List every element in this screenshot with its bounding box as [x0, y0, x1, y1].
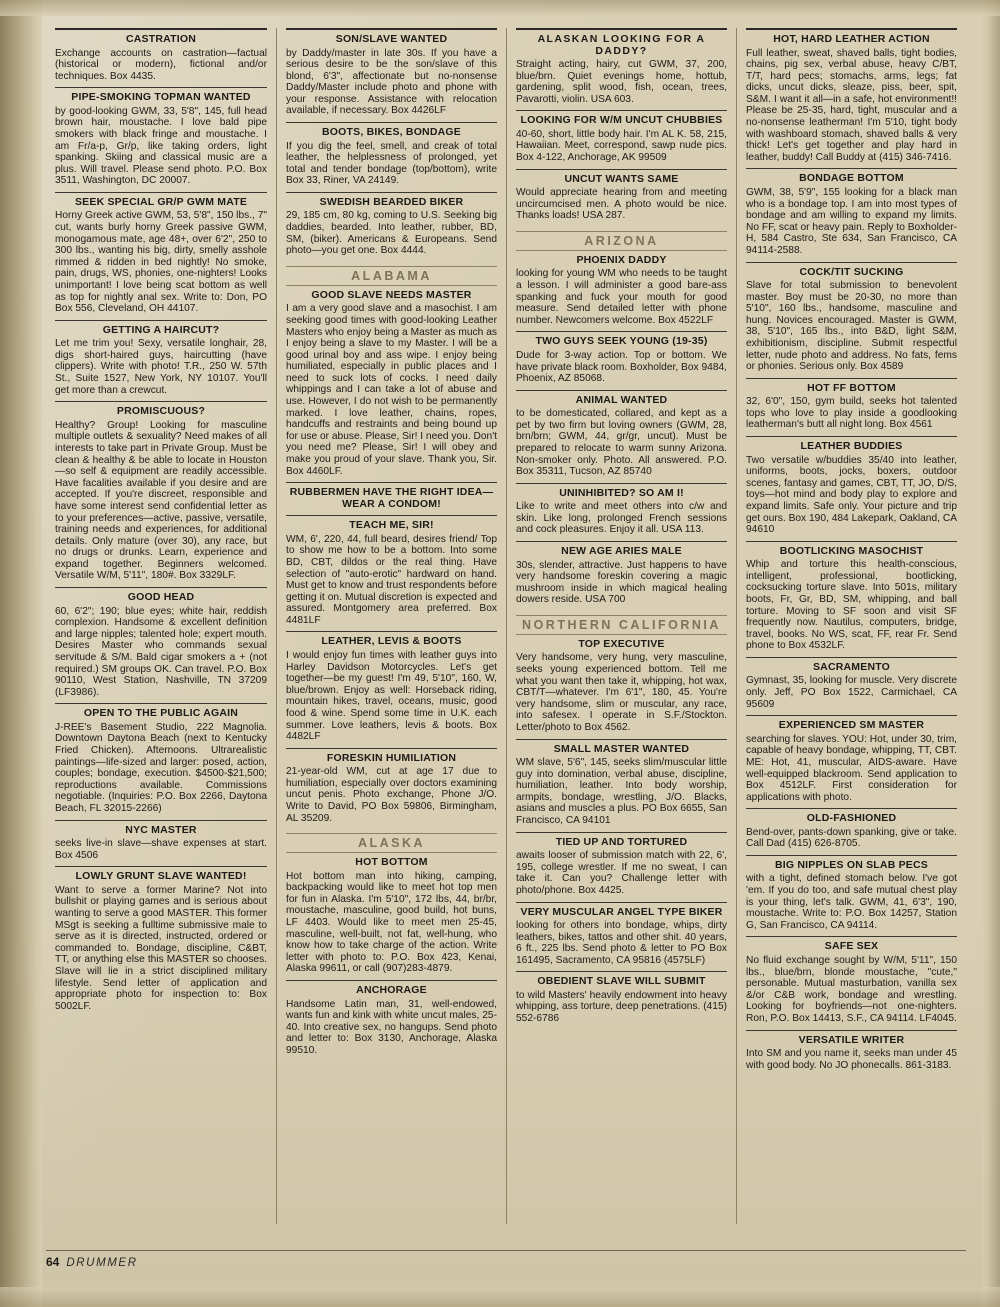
classifieds-column [736, 28, 966, 1224]
ad-divider [746, 541, 957, 542]
ad-divider [746, 262, 957, 263]
classifieds-columns [46, 28, 966, 1224]
ad-divider [55, 703, 267, 704]
column-inner [516, 28, 727, 1025]
ad-body: Bend-over, pants-down spanking, give or take. Call Dad (415) 626-8705. [746, 826, 957, 850]
ad-body: Would appreciate hearing from and meeting uncircumcised men. A photo would be nice. Thanks loads! USA 287. [516, 187, 727, 222]
ad-body: Healthy? Group! Looking for masculine multiple outlets & sexuality? Need makes of all interests to take part in Private Group. Must be clean & healthy & be able to locate in Houston—so self & equipment are readily accessible. Have facalities available if you desire and are accepted. If you're discreet, responsible and have some interest send confidential letter as to your preferences—active, passive, versatile, training needs and experiences, for additional details. Only mature (over 30), any race, but no drugs or drunks. Learn, experience and expand together. Beginners welcomed. Versatile W/M, 5'11", 180#. Box 3329LF. [55, 419, 267, 582]
ad-divider [55, 587, 267, 588]
ad-body: No fluid exchange sought by W/M, 5'11", 150 lbs., blue/brn, blonde moustache, "cute," personable. Mutual masturbation, vanilla sex &/or C&B work, bondage and wrestling. Looking for boyfriends—not one-nighters. Ron, P.O. Box 14413, S.F., CA 94114. LF4045. [746, 954, 957, 1024]
ad-body: searching for slaves. YOU: Hot, under 30, trim, capable of heavy bondage, whipping, TT, CBT. ME: Hot, 41, muscular, AIDS-aware. Have well-equipped blackroom. Send application to Box 4512LF. First consideration for applications with photo. [746, 733, 958, 803]
classified-ad [516, 832, 727, 897]
classifieds-column [506, 28, 736, 1224]
ad-headline: ANIMAL WANTED [575, 393, 668, 406]
ad-divider [55, 401, 267, 402]
ad-body: 60, 6'2"; 190; blue eyes; white hair, reddish complexion. Handsome & excellent definition and large nipples; talented hole; expert mouth. Desires Master who commands sexual servitude & S/M. Bald cigar smokers a + (not required.) SM groups OK. Can travel. P.O. Box 90110, West Station, Nashville, TN 37209 (LF3986). [55, 605, 267, 698]
ad-headline: FORESKIN HUMILIATION [326, 751, 457, 764]
classified-ad [55, 87, 267, 187]
ad-body: 21-year-old WM, cut at age 17 due to humiliation, especially over doctors examining uncut penis. Photo exchange, Phone J/O. Write to David, PO Box 59806, Birmingham, AL 35209. [286, 766, 497, 824]
ad-body: 30s, slender, attractive. Just happens to have very handsome foreskin covering a magic mushroom inside in which magical healing dowers reside. USA 700 [516, 559, 727, 606]
ad-divider [516, 390, 727, 391]
classified-ad [55, 34, 267, 82]
magazine-title: DRUMMER [66, 1257, 138, 1269]
ad-divider [516, 902, 727, 903]
ad-headline: HOT FF BOTTOM [807, 381, 896, 394]
state-heading: ALASKA [286, 833, 497, 853]
ad-headline: PHOENIX DADDY [576, 253, 667, 266]
ad-headline: TEACH ME, SIR! [349, 519, 434, 532]
ad-body: looking for others into bondage, whips, dirty leathers, bikes, tattos and other shit. 40 years, 6 ft., 225 lbs. Send photo & letter to PO Box 161495, Sacramento, CA 95816 (4575LF) [516, 920, 727, 966]
classified-ad [286, 515, 497, 626]
ad-headline: LEATHER, LEVIS & BOOTS [321, 635, 462, 648]
ad-divider [286, 192, 497, 193]
ad-divider [516, 541, 727, 542]
ad-headline: RUBBERMEN HAVE THE RIGHT IDEA—WEAR A CONDOM! [289, 486, 494, 510]
classifieds-content [46, 28, 966, 1243]
classified-ad [746, 936, 957, 1024]
classified-ad [746, 262, 957, 373]
ad-body: Hot bottom man into hiking, camping, backpacking would like to meet hot top men for fun in Alaska. I'm 5'10", 172 lbs, 44, br/br, moustache, masculine, good build, hot buns, LF 4403. Would like to meet men 25-45, masculine, well-built, not fat, well-hung, who know how to take charge of the action. Write letter with photo to: P.O. Box 423, Kenai, Alaska 99611, or call (907)283-4879. [286, 870, 497, 975]
ad-headline: SACRAMENTO [812, 660, 891, 673]
column-top-rule [746, 28, 957, 30]
ad-divider [746, 436, 957, 437]
classified-ad [516, 902, 727, 967]
classified-ad [516, 639, 727, 734]
ad-body: Gymnast, 35, looking for muscle. Very discrete only. Jeff, PO Box 1522, Carmichael, CA 95609 [746, 675, 957, 710]
ad-body: to be domesticated, collared, and kept as a pet by two firm but loving owners (GWM, 28, brn/brn; GWM, 44, gr/gr, uncut). Must be prepared to relocate to warm sunny Arizona. Non-smoker only. Photo. All answered. P.O. Box 35311, Tucson, AZ 85740 [516, 408, 727, 478]
column-top-rule [286, 28, 497, 30]
ad-body: Let me trim you! Sexy, versatile longhair, 28, digs short-haired guys, haircutting (have clippers). Write with photo! T.R., 250 W. 57th St., Suite 1527, New York, NY 10107. You'll get more than a crewcut. [55, 338, 267, 396]
ad-divider [286, 748, 497, 749]
classified-ad [516, 34, 727, 105]
ad-headline: TWO GUYS SEEK YOUNG (19-35) [535, 335, 708, 348]
ad-headline: PROMISCUOUS? [116, 405, 206, 418]
ad-divider [55, 320, 267, 321]
ad-headline: TOP EXECUTIVE [578, 637, 665, 650]
ad-headline: BOOTS, BIKES, BONDAGE [322, 126, 461, 139]
ad-body: GWM, 38, 5'9", 155 looking for a black man who is a bondage top. I am into most types of bondage and am willing to expand my limits. No FF, scat or heavy pain. Reply to Boxholder-H, 584 Castro, Ste 634, San Francisco, CA 94114-2588. [746, 186, 957, 256]
ad-headline: HOT BOTTOM [355, 856, 428, 869]
classified-ad [286, 631, 497, 742]
ad-headline: OBEDIENT SLAVE WILL SUBMIT [537, 975, 706, 988]
ad-headline: GETTING A HAIRCUT? [102, 323, 220, 336]
page-edge-shadow-bottom [0, 1287, 1000, 1307]
ad-body: Two versatile w/buddies 35/40 into leather, uniforms, boots, jocks, boxers, outdoor scenes, fantasy and games, CBT, TT, JO, D/S, toys—hot mind and body play to explore and expand limits. Safe only. Your picture and trip get ours. Box 190, 484 Lakepark, Oakland, CA 94610 [746, 454, 957, 536]
classified-ad [55, 820, 267, 862]
ad-headline: BOOTLICKING MASOCHIST [779, 544, 924, 557]
ad-body: Straight acting, hairy, cut GWM, 37, 200, blue/brn. Quiet evenings home, hottub, gardening, split wood, fish, ocean, trees, Pavarotti, violin. USA 603. [516, 59, 727, 105]
page-edge-shadow-top [0, 0, 1000, 16]
ad-body: 40-60, short, little body hair. I'm AL K. 58, 215, Hawaiian. Meet, correspond, sawp nude pics. Box 4-122, Anchorage, AK 99509 [516, 128, 727, 164]
ad-divider [746, 1030, 957, 1031]
ad-divider [516, 832, 727, 833]
classified-ad [55, 866, 267, 1012]
ad-headline: SMALL MASTER WANTED [553, 742, 690, 755]
classifieds-column [276, 28, 506, 1224]
column-inner [286, 28, 497, 1057]
footer-divider [46, 1250, 966, 1251]
classified-ad [286, 980, 497, 1056]
classified-ad [516, 739, 727, 827]
ad-body: Want to serve a former Marine? Not into bullshit or playing games and is serious about wanting to serve a good MASTER. This former MSgt is seeking a fulltime submissive male to serve as it is directed, instructed, ordered or commanded to. Bondage, discipline, C&BT, TT, or anything else this MASTER so chooses. Slave will lie in a strict disciplined military lifestyle. Send letter of application and appropriate photo for inspection to: Box 5002LF. [55, 884, 267, 1012]
ad-body: Exchange accounts on castration—factual (historical or modern), fictional and/or techniques. Box 4435. [55, 47, 267, 82]
ad-body: Slave for total submission to benevolent master. Boy must be 20-30, no more than 5'10", 160 lbs., handsome, masculine and hung. Novices encouraged. Master is GWM, 38, 5'10", 165 lbs., into B&D, light S&M, exhibitionism, discipline. Submit respectful letter, nude photo and address. No fats, fems or phonies. Serious only. Box 4589 [746, 280, 957, 373]
ad-headline: TIED UP AND TORTURED [555, 835, 688, 848]
ad-body: 32, 6'0", 150, gym build, seeks hot talented tops who love to play inside a goodlooking leatherman's butt all night long. Box 4561 [746, 396, 957, 431]
ad-body: by good-looking GWM, 33, 5'8", 145, full head brown hair, moustache. I love bald pipe smokers with black fringe and moustache. I am Fr/a-p, Gr/p, like taking orders, light spanking. Skiing and classical music are a plus. Will travel. Please send photo. P.O. Box 3511, Washington, DC 20007. [55, 105, 267, 187]
classified-ad [516, 255, 727, 326]
classified-ad [746, 657, 957, 710]
ad-headline: GOOD SLAVE NEEDS MASTER [311, 288, 472, 301]
ad-headline: ANCHORAGE [356, 984, 427, 997]
state-heading: NORTHERN CALIFORNIA [516, 615, 727, 635]
ad-body: to wild Masters' heavily endowment into heavy whipping, ass torture, deep penetrations. (415) 552-6786 [516, 989, 727, 1025]
classified-ad [516, 483, 727, 536]
ad-divider [55, 192, 267, 193]
classified-ad [516, 110, 727, 163]
ad-headline: VERSATILE WRITER [798, 1033, 905, 1046]
ad-headline: NEW AGE ARIES MALE [561, 545, 682, 558]
ad-headline: HOT, HARD LEATHER ACTION [773, 33, 930, 45]
classified-ad [286, 122, 497, 187]
ad-divider [516, 169, 727, 170]
column-top-rule [516, 28, 727, 30]
ad-headline: UNINHIBITED? SO AM I! [559, 486, 684, 499]
ad-divider [516, 331, 727, 332]
ad-body: with a tight, defined stomach below. I've got 'em. If you do too, and safe mutual chest play is your thing, let's talk. GWM, 41, 6'3", 190, moustache. Write to: P.O. Box 14257, Station G, San Francisco, CA 94114. [746, 873, 957, 931]
ad-headline: VERY MUSCULAR ANGEL TYPE BIKER [520, 905, 723, 918]
classified-ad [55, 587, 267, 698]
ad-headline: BIG NIPPLES ON SLAB PECS [775, 858, 928, 871]
ad-headline: UNCUT WANTS SAME [564, 172, 679, 185]
page-footer [46, 1255, 138, 1269]
ad-headline: EXPERIENCED SM MASTER [778, 719, 925, 732]
ad-body: Full leather, sweat, shaved balls, tight bodies, chains, pig sex, verbal abuse, heavy C/BT, T/T, hard pecs; stomachs, arms, legs; fat dicks, uncut dicks, sleaze, piss, beer, spit, S&M. I want it all—in a safe, hot environment!! Please be 25-35, hard, tight, muscular and a no-nonsense leatherman! I'm 5'10, tight body with washboard stomach, shaved balls & very thick! Let's get together and play hard in leather, buddy! Call Buddy at (415) 346-7416. [746, 47, 957, 163]
state-heading: ARIZONA [516, 231, 727, 251]
ad-divider [286, 980, 497, 981]
column-top-rule [55, 28, 267, 30]
ad-headline: SAFE SEX [824, 940, 879, 953]
classified-ad [55, 320, 267, 396]
classified-ad [516, 390, 727, 478]
classified-ad [286, 34, 497, 117]
ad-divider [516, 483, 727, 484]
classifieds-column [46, 28, 276, 1224]
ad-headline: CASTRATION [125, 33, 197, 45]
classified-ad [746, 34, 957, 163]
ad-body: WM, 6', 220, 44, full beard, desires friend/ Top to show me how to be a bottom. Into some BD, CBT, dildos or the real thing. Have selection of "auto-erotic" hardward on hand. Must get to know and trust respondents before getting it on. Mutual discretion is expected and assured. Montgomery area preferred. Box 4481LF [286, 533, 497, 626]
ad-headline: COCK/TIT SUCKING [799, 265, 904, 278]
ad-body: WM slave, 5'6", 145, seeks slim/muscular little guy into domination, verbal abuse, discipline, humiliation, leather. Into body worship, armpits, bondage, wrestling, J/O. Blacks, asians and muscles a plus. PO Box 6655, San Francisco, CA 94101 [516, 757, 727, 827]
classified-ad [746, 378, 957, 431]
ad-divider [746, 855, 957, 856]
classified-ad [516, 971, 727, 1024]
classified-ad [286, 857, 497, 975]
ad-body: Into SM and you name it, seeks man under 45 with good body. No JO phonecalls. 861-3183. [746, 1048, 957, 1071]
ad-body: I am a very good slave and a masochist. I am seeking good times with good-looking Leather Masters who enjoy being a Master as much as I enjoy being a slave to my Master. I will be a good urinal boy and ass wipe. I enjoy being humiliated, especially in public places and I need to suck lots of cocks. I need daily whippings and I can take a lot of abuse and use. However, I do not wish to be permanently marked. I love leather, chains, ropes, handcuffs and restraints and being bound up for use or abuse. Please, Sir! I need you. Don't you need me? Please, Sir! I will obey and make you proud of your slave. Thank you, Sir. Box 4460LF. [286, 303, 497, 477]
ad-body: 29, 185 cm, 80 kg, coming to U.S. Seeking big daddies, bearded. Into leather, rubber, BD, SM, (biker). Americans & Europeans. Send photo—you get one. Box 4444. [286, 210, 497, 257]
page-edge-shadow-right [982, 0, 1000, 1307]
classified-ad [746, 541, 957, 652]
column-inner [55, 28, 267, 1012]
ad-divider [746, 378, 957, 379]
page-number: 64 [46, 1255, 60, 1269]
column-inner [746, 28, 957, 1071]
ad-divider [286, 482, 497, 483]
classified-ad [55, 192, 267, 315]
ad-body: If you dig the feel, smell, and creak of total leather, the helplessness of prolonged, yet total and tender bondage (top/bottom), write Box 33, Riner, VA 24149. [286, 140, 497, 187]
ad-body: Handsome Latin man, 31, well-endowed, wants fun and kink with white uncut males, 25-40. Into creative sex, no hangups. Send photo and letter to: Box 3130, Anchorage, Alaska 99510. [286, 998, 497, 1056]
ad-headline: GOOD HEAD [127, 591, 195, 604]
ad-divider [55, 87, 267, 88]
ad-body: I would enjoy fun times with leather guys into Harley Davidson Motorcycles. Let's get together—be my guest! I'm 49, 5'10", 160, W, blue/brown. Enjoy as well: Horseback riding, mountain hikes, travel, oceans, music, good food & wine. Spend some time in U.K. each summer. Love leathers, levis & boots. Box 4482LF [286, 649, 497, 743]
classified-ad [746, 715, 957, 803]
classified-ad [286, 482, 497, 510]
classified-ad [286, 290, 497, 477]
ad-headline: SON/SLAVE WANTED [335, 33, 448, 45]
ad-divider [286, 122, 497, 123]
ad-body: seeks live-in slave—shave expenses at start. Box 4506 [55, 838, 267, 861]
classified-ad [746, 168, 957, 256]
ad-divider [746, 808, 957, 809]
ad-divider [746, 168, 957, 169]
state-heading: ALABAMA [286, 266, 497, 286]
classified-ad [55, 703, 267, 814]
ad-headline: BONDAGE BOTTOM [799, 172, 904, 185]
ad-body: looking for young WM who needs to be taught a lesson. I will administer a good bare-ass spanking and fuck your mouth for good measure. Send detailed letter with phone number. Newcomers welcome. Box 4522LF [516, 268, 727, 326]
ad-divider [746, 715, 957, 716]
classified-ad [746, 808, 957, 850]
ad-divider [746, 657, 957, 658]
page-edge-shadow-left [0, 0, 42, 1307]
classified-ad [55, 401, 267, 582]
ad-headline: ALASKAN LOOKING FOR A DADDY? [537, 33, 706, 57]
ad-headline: SEEK SPECIAL GR/P GWM MATE [74, 195, 248, 208]
ad-body: Horny Greek active GWM, 53, 5'8", 150 lbs., 7" cut, wants burly horny Greek passive GWM, monogamous mate, age 48+, over 6'2", 250 to 300 lbs., wanting his big, dirty, smelly asshole rimmed & ridden in bed nightly! No smoke, pain, drugs, WS, phonies, one-nighters! Looks unimportant! I love being scat bottom as well as top for nightly anal sex. Write to: Don, PO Box 556, Cleveland, OH 44107. [55, 210, 267, 315]
ad-divider [55, 820, 267, 821]
classified-ad [746, 855, 957, 931]
ad-headline: LOOKING FOR W/M UNCUT CHUBBIES [520, 114, 723, 127]
ad-headline: OLD-FASHIONED [806, 812, 897, 825]
ad-body: Whip and torture this health-conscious, intelligent, professional, bootlicking, cocksucking torture slave. Into 501s, military boots, Fr, Gr, BD, SM, whipping, and ball torture. Moving to SF soon and visit SF frequently now. Nautilus, computers, bridge, travel, books. No WS, scat, FF, rear Fr. Send phone to Box 4532LF. [746, 559, 957, 652]
classified-ad [746, 1030, 957, 1072]
ad-divider [55, 866, 267, 867]
ad-headline: PIPE-SMOKING TOPMAN WANTED [71, 91, 251, 104]
ad-body: Very handsome, very hung, very masculine, seeks young experienced bottom. Tell me what you want then take it, whipping, hot wax, CBT/T—whatever. I'm 6'1", 180, 45. You're very handsome, slim or muscular, any race, into safesex. I operate in S.F./Stockton. Letter/photo to Box 4562. [516, 652, 727, 733]
ad-headline: OPEN TO THE PUBLIC AGAIN [83, 707, 239, 720]
classified-ad [286, 748, 497, 824]
ad-divider [516, 971, 727, 972]
ad-divider [286, 631, 497, 632]
ad-body: by Daddy/master in late 30s. If you have a serious desire to be the son/slave of this blond, 6'3", affectionate but no-nonsense Daddy/Master include photo and phone with your response. Assistance with relocation available, if necessary. Box 4426LF [286, 47, 497, 117]
classified-ad [286, 192, 497, 257]
ad-headline: NYC MASTER [125, 823, 197, 836]
ad-headline: SWEDISH BEARDED BIKER [319, 195, 464, 208]
classified-ad [516, 331, 727, 384]
classified-ad [516, 169, 727, 222]
classified-ad [746, 436, 957, 536]
ad-body: Like to write and meet others into c/w and skin. Like long, prolonged French sessions and cock pleasures. Enjoy it all. USA 113. [516, 501, 727, 536]
ad-body: Dude for 3-way action. Top or bottom. We have private black room. Boxholder, Box 9484, Phoenix, AZ 85068. [516, 349, 727, 385]
ad-divider [286, 515, 497, 516]
ad-body: J-REE's Basement Studio, 222 Magnolia. Downtown Daytona Beach (next to Kentucky Fried Chicken). Afternoons. Ultrarealistic paintings—life-sized and larger: posed, action, couples; bondage, execution. $4500-$21,500; reproductions available. Commissions negotiable. (Inquiries: P.O. Box 2266, Daytona Beach, FL 32015-2266) [55, 721, 267, 814]
ad-divider [746, 936, 957, 937]
ad-headline: LOWLY GRUNT SLAVE WANTED! [75, 870, 247, 883]
ad-headline: LEATHER BUDDIES [800, 440, 903, 453]
ad-body: awaits looser of submission match with 22, 6', 195, college wrestler. If me no sweat, I can take it. Can you? Challenge letter with photo/phone. Box 4425. [516, 850, 727, 896]
ad-divider [516, 110, 727, 111]
classified-ad [516, 541, 727, 606]
ad-divider [516, 739, 727, 740]
